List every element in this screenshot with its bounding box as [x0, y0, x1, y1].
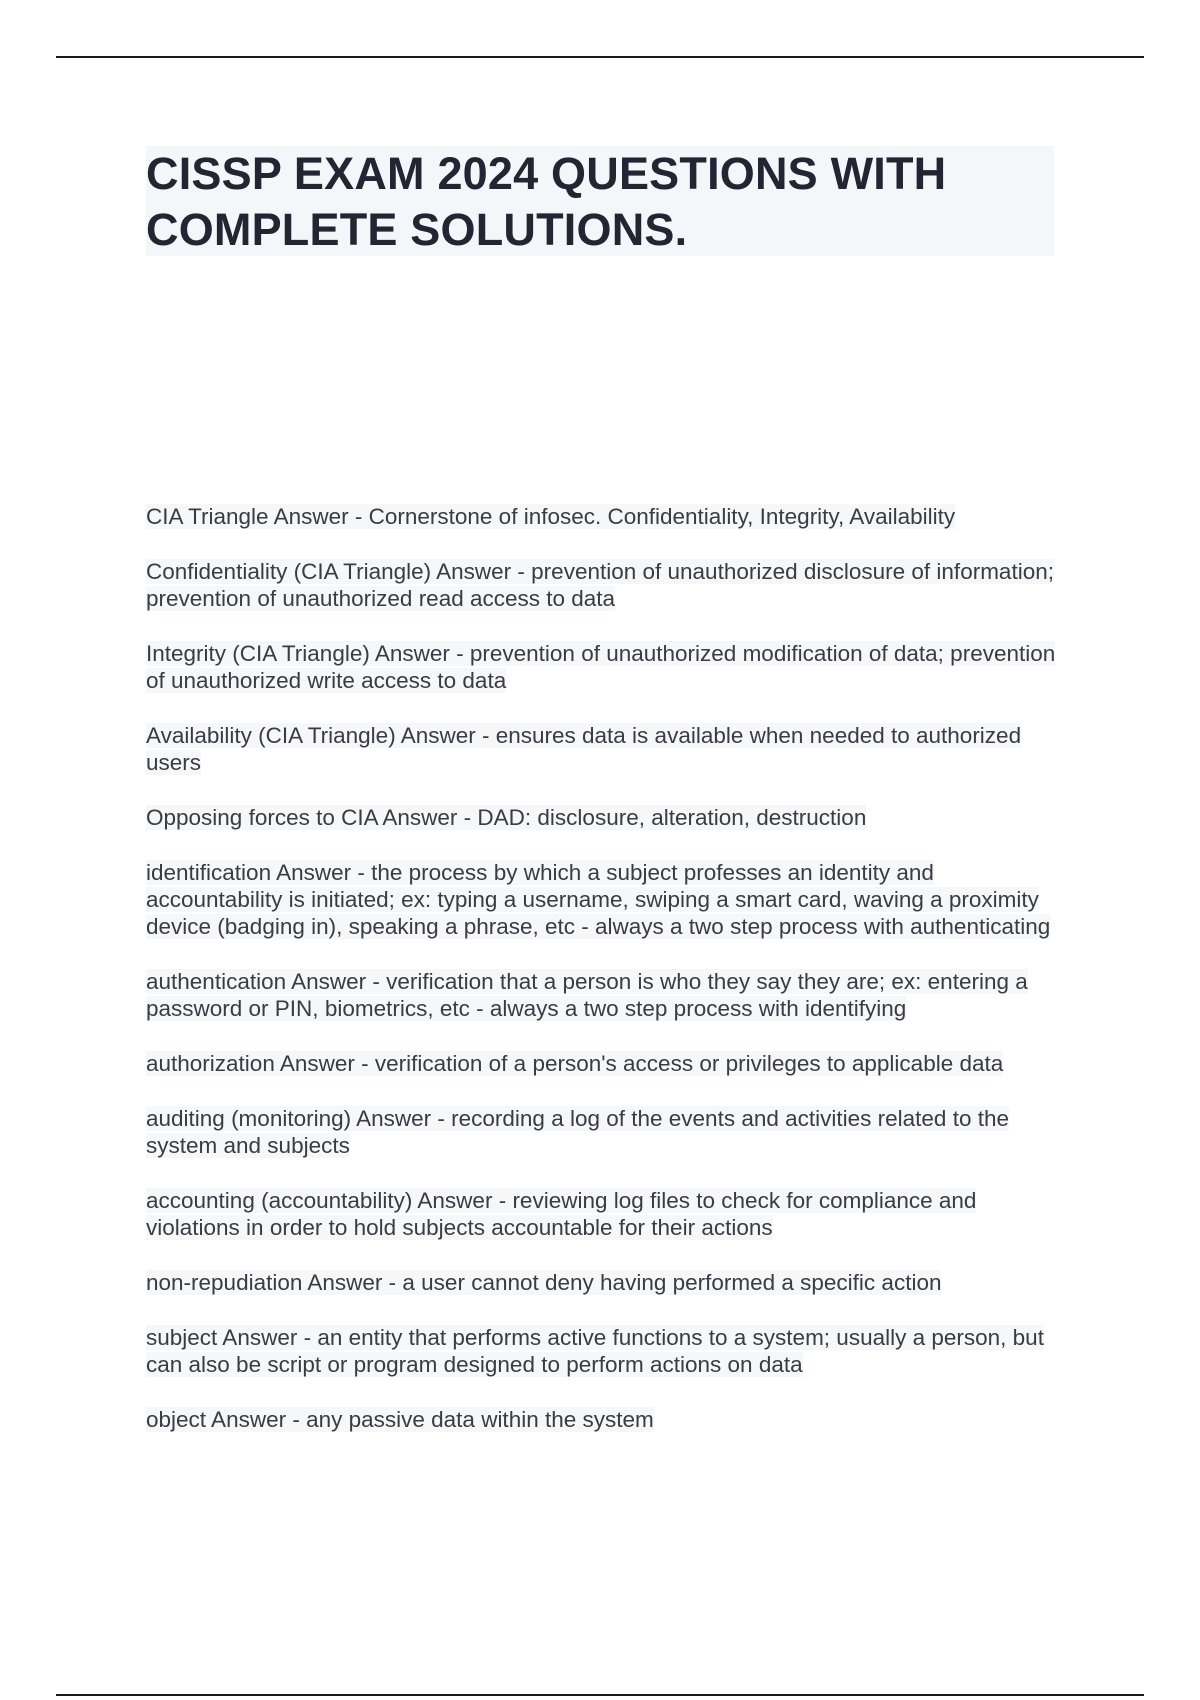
- page-title: CISSP EXAM 2024 QUESTIONS WITH COMPLETE SOLUTIONS.: [146, 148, 947, 255]
- answer: reviewing log files to check for compliance and violations in order to hold subjects accountable for their actions: [146, 1188, 977, 1240]
- list-item: authentication Answer - verification that a person is who they say they are; ex: entering a password or PIN, biometrics, etc - always a two step process with identifying: [146, 969, 1028, 1021]
- term: CIA Triangle: [146, 504, 269, 529]
- answer: DAD: disclosure, alteration, destruction: [477, 805, 867, 830]
- answer: any passive data within the system: [306, 1407, 654, 1432]
- answer: Cornerstone of infosec. Confidentiality, Integrity, Availability: [368, 504, 956, 529]
- list-item: authorization Answer - verification of a person's access or privileges to applicable data: [146, 1051, 1004, 1076]
- answer: the process by which a subject professes an identity and accountability is initiated; ex: typing a username, swiping a smart card, waving a proximity device (badging in), speaking a phrase, etc - always a two step process with authenticating: [146, 860, 1051, 939]
- title-block: [146, 146, 1054, 256]
- term: object: [146, 1407, 207, 1432]
- term: Integrity (CIA Triangle): [146, 641, 370, 666]
- list-item: identification Answer - the process by which a subject professes an identity and accountability is initiated; ex: typing a username, swiping a smart card, waving a proximity device (badging in), speaking a phrase, etc - always a two step process with authenticating: [146, 860, 1051, 939]
- term: Availability (CIA Triangle): [146, 723, 396, 748]
- term: accounting (accountability): [146, 1188, 413, 1213]
- list-item: Availability (CIA Triangle) Answer - ensures data is available when needed to authorized users: [146, 723, 1022, 775]
- list-item: non-repudiation Answer - a user cannot deny having performed a specific action: [146, 1270, 942, 1295]
- list-item: Opposing forces to CIA Answer - DAD: disclosure, alteration, destruction: [146, 805, 867, 830]
- answer: verification that a person is who they say they are; ex: entering a password or PIN, biometrics, etc - always a two step process with identifying: [146, 969, 1028, 1021]
- list-item: subject Answer - an entity that performs active functions to a system; usually a person, but can also be script or program designed to perform actions on data: [146, 1325, 1044, 1377]
- answer: recording a log of the events and activities related to the system and subjects: [146, 1106, 1009, 1158]
- list-item: Confidentiality (CIA Triangle) Answer - prevention of unauthorized disclosure of information; prevention of unauthorized read access to data: [146, 559, 1054, 611]
- answer: an entity that performs active functions to a system; usually a person, but can also be script or program designed to perform actions on data: [146, 1325, 1044, 1377]
- term: identification: [146, 860, 272, 885]
- term: auditing (monitoring): [146, 1106, 352, 1131]
- answer: verification of a person's access or privileges to applicable data: [374, 1051, 1004, 1076]
- qa-list: [146, 503, 1066, 1461]
- list-item: Integrity (CIA Triangle) Answer - prevention of unauthorized modification of data; prevention of unauthorized write access to data: [146, 641, 1056, 693]
- answer: prevention of unauthorized modification of data; prevention of unauthorized write access to data: [146, 641, 1056, 693]
- term: non-repudiation: [146, 1270, 303, 1295]
- answer: ensures data is available when needed to authorized users: [146, 723, 1022, 775]
- bottom-rule: [56, 1694, 1144, 1696]
- term: Opposing forces to CIA: [146, 805, 378, 830]
- answer: prevention of unauthorized disclosure of information; prevention of unauthorized read access to data: [146, 559, 1054, 611]
- term: Confidentiality (CIA Triangle): [146, 559, 432, 584]
- list-item: accounting (accountability) Answer - reviewing log files to check for compliance and violations in order to hold subjects accountable for their actions: [146, 1188, 977, 1240]
- term: authorization: [146, 1051, 275, 1076]
- term: authentication: [146, 969, 287, 994]
- list-item: object Answer - any passive data within the system: [146, 1407, 654, 1432]
- top-rule: [56, 56, 1144, 58]
- answer: a user cannot deny having performed a specific action: [402, 1270, 942, 1295]
- list-item: auditing (monitoring) Answer - recording a log of the events and activities related to the system and subjects: [146, 1106, 1009, 1158]
- list-item: CIA Triangle Answer - Cornerstone of infosec. Confidentiality, Integrity, Availability: [146, 504, 956, 529]
- term: subject: [146, 1325, 218, 1350]
